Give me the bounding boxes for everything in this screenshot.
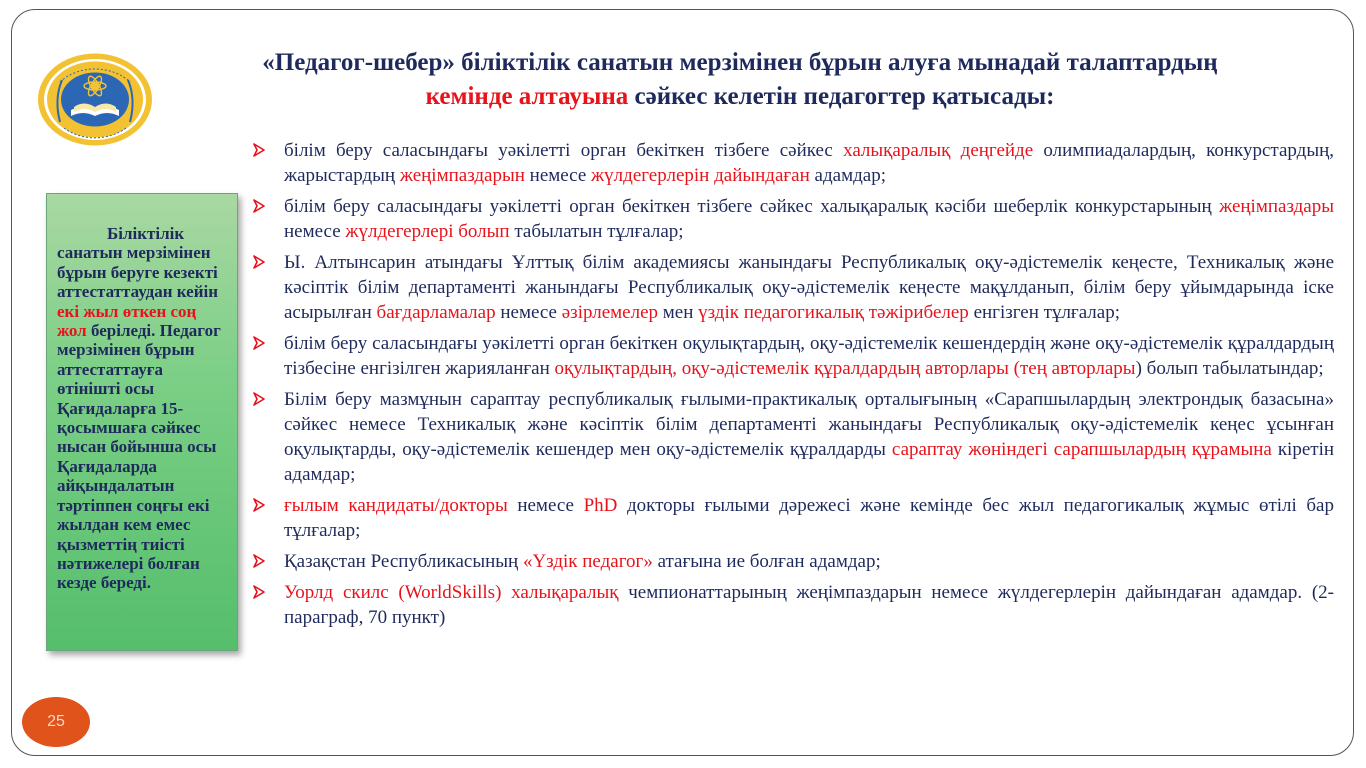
requirement-text: олимпиадалардың, конкурстардың, жарыстардың xyxy=(284,140,1334,186)
requirement-text: білім беру саласындағы уәкілетті орган бекіткен тізбеге сәйкес халықаралық кәсіби шеберлік конкурстарының xyxy=(284,196,1220,217)
requirement-text: енгізген тұлғалар; xyxy=(968,302,1121,323)
requirement-text: немесе xyxy=(524,165,592,186)
requirement-text: атағына ие болған адамдар; xyxy=(652,551,881,572)
requirement-highlight: үздік педагогикалық тәжірибелер xyxy=(698,302,969,323)
title-highlight: кемінде алтауына xyxy=(425,83,629,110)
requirement-text: білім беру саласындағы уәкілетті орган бекіткен оқулықтардың, оқу-әдістемелік кешендердің және оқу-әдістемелік құралдардың тізбесіне енгізілген жарияланған xyxy=(284,333,1334,379)
requirement-text: немесе xyxy=(495,302,562,323)
sidebar-note xyxy=(46,193,238,651)
requirement-highlight: Уорлд скилс (WorldSkills) халықаралық xyxy=(284,582,619,603)
requirement-highlight: жүлдегерлерін дайындаған xyxy=(591,165,810,186)
requirement-highlight: ғылым кандидаты/докторы xyxy=(284,495,508,516)
requirement-text: Білім беру мазмұнын сараптау республикалық ғылыми-практикалық орталығының «Сарапшылардың электрондық базасына» сәйкес немесе Техникалық және кәсіптік білім департаменті жанындағы Республикалық оқу-әдістемелік кеңес ұсынған оқулықтарды, оқу-әдістемелік кешендер мен оқу-әдістемелік құралдарды xyxy=(284,389,1334,460)
requirement-item xyxy=(252,493,1334,543)
education-ministry-emblem-icon xyxy=(36,52,154,147)
requirement-highlight: бағдарламалар xyxy=(376,302,496,323)
requirement-text: табылатын тұлғалар; xyxy=(509,221,684,242)
ministry-logo xyxy=(36,52,154,147)
requirement-text: чемпионаттарының жеңімпаздарын немесе жүлдегерлерін дайындаған адамдар. (2-параграф, 70 пункт) xyxy=(284,582,1335,628)
requirement-text: докторы ғылыми дәрежесі және кемінде бес жыл педагогикалық жұмыс өтілі бар тұлғалар; xyxy=(284,495,1334,541)
requirement-highlight: жеңімпаздары xyxy=(1219,196,1334,217)
requirement-highlight: әзірлемелер xyxy=(561,302,659,323)
requirement-text: адамдар; xyxy=(809,165,886,186)
title-line-2 xyxy=(160,80,1320,114)
slide-title xyxy=(160,46,1320,114)
sidebar-highlight: екі жыл өткен соң жол xyxy=(57,301,197,341)
requirement-highlight: халықаралық деңгейде xyxy=(843,140,1034,161)
requirement-item xyxy=(252,250,1334,325)
requirements-list xyxy=(252,138,1334,636)
arrowhead-bullet-icon xyxy=(252,197,266,215)
page-number-badge: 25 xyxy=(22,697,90,747)
requirement-text: немесе xyxy=(507,495,584,516)
requirement-item xyxy=(252,549,1334,574)
sidebar-text-1: Біліктілік санатын мерзімінен бұрын беруге кезекті аттестаттаудан кейін xyxy=(57,224,219,302)
requirement-text: кіретін адамдар; xyxy=(284,439,1335,485)
requirement-highlight: «Үздік педагог» xyxy=(522,551,653,572)
requirement-highlight: жеңімпаздарын xyxy=(399,165,525,186)
requirement-text: білім беру саласындағы уәкілетті орган бекіткен тізбеге сәйкес xyxy=(284,140,844,161)
title-line-2-rest: сәйкес келетін педагогтер қатысады: xyxy=(628,83,1055,110)
arrowhead-bullet-icon xyxy=(252,390,266,408)
requirement-item xyxy=(252,194,1334,244)
requirement-text: немесе xyxy=(284,221,346,242)
requirement-highlight: PhD xyxy=(583,495,618,516)
title-line-1: «Педагог-шебер» біліктілік санатын мерзімінен бұрын алуға мынадай талаптардың xyxy=(262,49,1218,76)
requirement-text: мен xyxy=(658,302,699,323)
requirement-item xyxy=(252,387,1334,487)
requirement-highlight: жүлдегерлері болып xyxy=(345,221,510,242)
requirement-text: Қазақстан Республикасының xyxy=(284,551,523,572)
arrowhead-bullet-icon xyxy=(252,583,266,601)
sidebar-text-3: беріледі. Педагог мерзімінен бұрын аттестаттауға өтінішті осы Қағидаларға 15-қосымшаға сәйкес нысан бойынша осы Қағидаларда айқындалатын тәртіппен соңғы екі жылдан кем емес қызметтің тиісті нәтижелері болған кезде береді. xyxy=(57,321,221,593)
arrowhead-bullet-icon xyxy=(252,334,266,352)
arrowhead-bullet-icon xyxy=(252,141,266,159)
requirement-text: ) болып табылатындар; xyxy=(1135,358,1324,379)
requirement-item xyxy=(252,138,1334,188)
requirement-item xyxy=(252,331,1334,381)
arrowhead-bullet-icon xyxy=(252,496,266,514)
requirement-highlight: оқулықтардың, оқу-әдістемелік құралдардың авторлары (тең авторлары xyxy=(554,358,1136,379)
arrowhead-bullet-icon xyxy=(252,253,266,271)
requirement-item xyxy=(252,580,1334,630)
requirement-highlight: сараптау жөніндегі сарапшылардың құрамына xyxy=(891,439,1272,460)
arrowhead-bullet-icon xyxy=(252,552,266,570)
requirement-text: Ы. Алтынсарин атындағы Ұлттық білім академиясы жанындағы Республикалық оқу-әдістемелік кеңесте, Техникалық және кәсіптік білім департаменті жанындағы Республикалық оқу-әдістемелік кеңесте мақұлданып, білім беру ұйымдарында іске асырылған xyxy=(284,252,1334,323)
